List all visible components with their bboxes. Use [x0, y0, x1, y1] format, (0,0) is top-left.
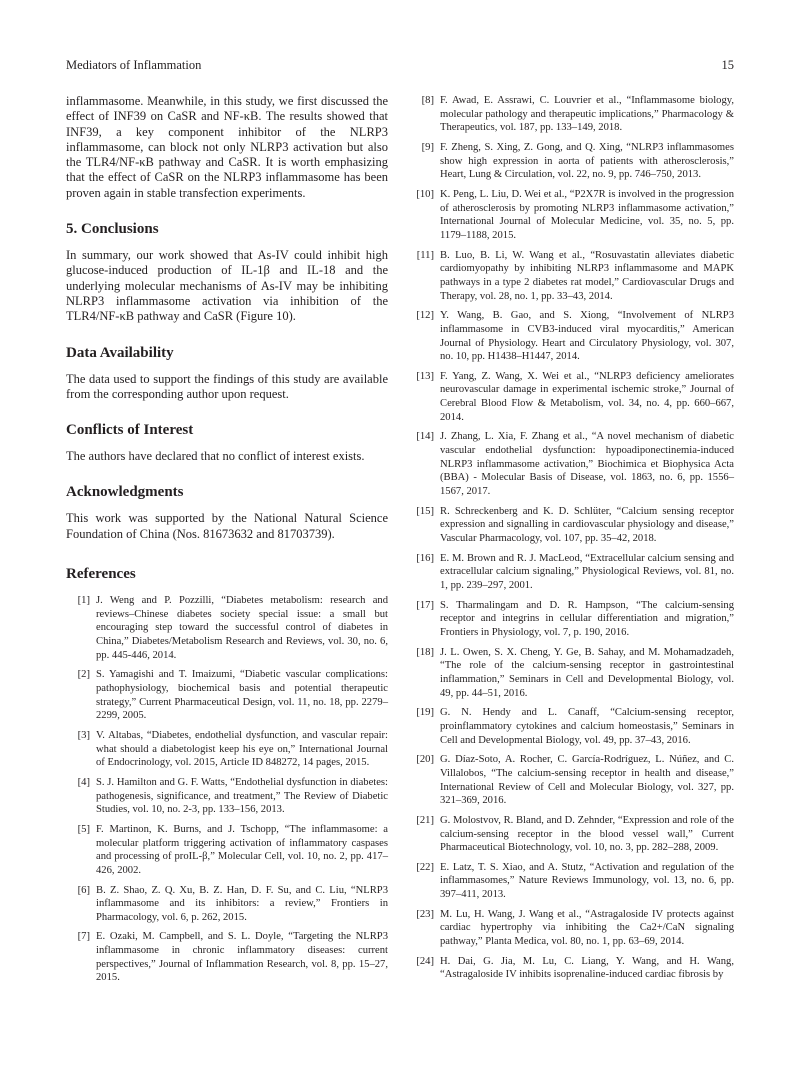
- reference-text: E. Ozaki, M. Campbell, and S. L. Doyle, “Targeting the NLRP3 inflammasome in chronic inflammatory diseases: current perspectives,” Journal of Inflammation Research, vol. 8, pp. 15–27, 2015.: [96, 931, 388, 984]
- acknowledgments-paragraph: This work was supported by the National Natural Science Foundation of China (Nos. 81673632 and 81703739).: [66, 511, 388, 541]
- reference-number: [17]: [416, 599, 434, 611]
- reference-number: [15]: [416, 505, 434, 517]
- reference-text: J. L. Owen, S. X. Cheng, Y. Ge, B. Sahay, and M. Mohamadzadeh, “The role of the calcium-sensing receptor in gastrointestinal inflammation,” Seminars in Cell and Developmental Biology, vol. 49, pp. 44–51, 2016.: [440, 646, 734, 699]
- right-column: [410, 94, 734, 982]
- reference-text: J. Zhang, L. Xia, F. Zhang et al., “A novel mechanism of diabetic vascular endothelial dysfunction: hypoadiponectinemia-induced NLRP3 inflammasome activation,” Biochimica et Biophysica Acta (BBA) - Molecular Basis of Disease, vol. 1863, no. 6, pp. 1556–1567, 2017.: [440, 431, 734, 498]
- reference-list-right: [410, 94, 734, 982]
- reference-item: [410, 430, 734, 498]
- reference-text: B. Luo, B. Li, W. Wang et al., “Rosuvastatin alleviates diabetic cardiomyopathy by inhibiting NLRP3 inflammasome and MAPK pathways in a type 2 diabetes rat model,” Cardiovascular Drugs and Therapy, vol. 28, no. 1, pp. 33–43, 2014.: [440, 249, 734, 302]
- reference-number: [1]: [77, 595, 90, 607]
- reference-item: [410, 505, 734, 546]
- reference-text: G. Díaz-Soto, A. Rocher, C. García-Rodríguez, L. Núñez, and C. Villalobos, “The calcium-sensing receptor in health and disease,” International Review of Cell and Molecular Biology, vol. 327, pp. 321–369, 2016.: [440, 754, 734, 807]
- reference-text: J. Weng and P. Pozzilli, “Diabetes metabolism: research and reviews–Chinese diabetes society special issue: a small but encouraging step toward the successful control of diabetes in China,” Diabetes/Metabolism Research and Reviews, vol. 30, no. 6, pp. 445-446, 2014.: [96, 595, 388, 661]
- reference-item: [410, 706, 734, 747]
- reference-number: [3]: [77, 729, 90, 741]
- reference-number: [14]: [416, 431, 434, 443]
- reference-text: E. Latz, T. S. Xiao, and A. Stutz, “Activation and regulation of the inflammasomes,” Nature Reviews Immunology, vol. 13, no. 6, pp. 397–411, 2013.: [440, 861, 734, 901]
- reference-item: [66, 884, 388, 925]
- reference-item: [66, 776, 388, 817]
- reference-item: [410, 188, 734, 243]
- reference-number: [22]: [416, 861, 434, 873]
- reference-number: [9]: [421, 141, 434, 153]
- reference-number: [13]: [416, 370, 434, 382]
- reference-number: [5]: [77, 823, 90, 835]
- reference-list-left: [66, 594, 388, 985]
- reference-number: [23]: [416, 908, 434, 920]
- intro-paragraph: inflammasome. Meanwhile, in this study, we first discussed the effect of INF39 on CaSR and NF-κB. The results showed that INF39, a key component inhibitor of the NLRP3 inflammasome, can block not only NLRP3 activation but also the TLR4/NF-κB pathway and CaSR. It is worth emphasizing that the effect of CaSR on the NLRP3 inflammasome has been proven again in stable transfection experiments.: [66, 94, 388, 200]
- reference-text: S. Tharmalingam and D. R. Hampson, “The calcium-sensing receptor and integrins in cellular differentiation and migration,” Frontiers in Physiology, vol. 7, p. 190, 2016.: [440, 599, 734, 638]
- running-header-journal: Mediators of Inflammation: [66, 58, 202, 72]
- reference-number: [20]: [416, 754, 434, 766]
- page-number: 15: [721, 58, 734, 72]
- reference-item: [66, 823, 388, 878]
- reference-item: [410, 955, 734, 982]
- reference-number: [7]: [77, 931, 90, 943]
- reference-number: [6]: [77, 884, 90, 896]
- reference-text: F. Yang, Z. Wang, X. Wei et al., “NLRP3 deficiency ameliorates neurovascular damage in experimental ischemic stroke,” Journal of Cerebral Blood Flow & Metabolism, vol. 34, no. 4, pp. 660–667, 2014.: [440, 370, 734, 423]
- reference-text: E. M. Brown and R. J. MacLeod, “Extracellular calcium sensing and extracellular calcium signaling,” Physiological Reviews, vol. 81, no. 1, pp. 239–297, 2001.: [440, 552, 734, 591]
- reference-item: [410, 552, 734, 593]
- reference-item: [410, 309, 734, 364]
- reference-text: S. Yamagishi and T. Imaizumi, “Diabetic vascular complications: pathophysiology, biochemical basis and potential therapeutic strategy,” Current Pharmaceutical Design, vol. 11, no. 18, pp. 2279–2299, 2005.: [96, 669, 388, 722]
- reference-number: [18]: [416, 646, 434, 658]
- reference-number: [24]: [416, 955, 434, 967]
- reference-text: H. Dai, G. Jia, M. Lu, C. Liang, Y. Wang, and H. Wang, “Astragaloside IV inhibits isoprenaline-induced cardiac fibrosis by: [440, 955, 734, 981]
- reference-item: [66, 930, 388, 985]
- section-heading-conflicts: Conflicts of Interest: [66, 422, 194, 439]
- reference-number: [11]: [416, 249, 434, 261]
- reference-text: S. J. Hamilton and G. F. Watts, “Endothelial dysfunction in diabetes: pathogenesis, significance, and treatment,” The Review of Diabetic Studies, vol. 10, no. 2-3, pp. 133–156, 2013.: [96, 776, 388, 816]
- reference-text: M. Lu, H. Wang, J. Wang et al., “Astragaloside IV protects against cardiac hypertrophy via inhibiting the Ca2+/CaN signaling pathway,” Planta Medica, vol. 80, no. 1, pp. 63–69, 2014.: [440, 908, 734, 948]
- reference-number: [16]: [416, 552, 434, 564]
- reference-number: [4]: [77, 776, 90, 788]
- reference-item: [410, 908, 734, 949]
- reference-item: [410, 861, 734, 902]
- reference-number: [10]: [416, 188, 434, 200]
- reference-text: K. Peng, L. Liu, D. Wei et al., “P2X7R is involved in the progression of atherosclerosis by promoting NLRP3 inflammasome activation,” International Journal of Molecular Medicine, vol. 35, no. 5, pp. 1179–1188, 2015.: [440, 188, 734, 241]
- reference-item: [410, 599, 734, 640]
- conflicts-paragraph: The authors have declared that no conflict of interest exists.: [66, 449, 365, 464]
- reference-text: F. Zheng, S. Xing, Z. Gong, and Q. Xing, “NLRP3 inflammasomes show high expression in aorta of patients with atherosclerosis,” Heart, Lung & Circulation, vol. 22, no. 9, pp. 746–750, 2013.: [440, 141, 734, 181]
- references-heading: References: [66, 566, 136, 583]
- reference-item: [410, 646, 734, 701]
- reference-text: R. Schreckenberg and K. D. Schlüter, “Calcium sensing receptor expression and signalling in cardiovascular physiology and disease,” Vascular Pharmacology, vol. 107, pp. 35–42, 2018.: [440, 505, 734, 545]
- reference-item: [66, 594, 388, 662]
- reference-text: F. Martinon, K. Burns, and J. Tschopp, “The inflammasome: a molecular platform triggering activation of inflammatory caspases and processing of proIL-β,” Molecular Cell, vol. 10, no. 2, pp. 417–426, 2002.: [96, 823, 388, 876]
- reference-item: [410, 753, 734, 808]
- reference-number: [2]: [77, 669, 90, 681]
- section-heading-data-availability: Data Availability: [66, 344, 174, 361]
- reference-item: [410, 249, 734, 304]
- reference-text: Y. Wang, B. Gao, and S. Xiong, “Involvement of NLRP3 inflammasome in CVB3-induced viral myocarditis,” American Journal of Physiology. Heart and Circulatory Physiology, vol. 307, no. 10, pp. H1438–H1447, 2014.: [440, 310, 734, 363]
- reference-number: [21]: [416, 814, 434, 826]
- reference-number: [12]: [416, 310, 434, 322]
- reference-text: F. Awad, E. Assrawi, C. Louvrier et al., “Inflammasome biology, molecular pathology and therapeutic implications,” Pharmacology & Therapeutics, vol. 187, pp. 133–149, 2018.: [440, 95, 734, 134]
- reference-item: [66, 729, 388, 770]
- section-heading-conclusions: 5. Conclusions: [66, 221, 159, 238]
- reference-item: [410, 141, 734, 182]
- reference-text: B. Z. Shao, Z. Q. Xu, B. Z. Han, D. F. Su, and C. Liu, “NLRP3 inflammasome and its inhibitors: a review,” Frontiers in Pharmacology, vol. 6, p. 262, 2015.: [96, 884, 388, 923]
- reference-item: [66, 668, 388, 723]
- reference-number: [19]: [416, 707, 434, 719]
- reference-item: [410, 94, 734, 135]
- data-availability-paragraph: The data used to support the findings of this study are available from the corresponding author upon request.: [66, 371, 388, 401]
- reference-text: V. Altabas, “Diabetes, endothelial dysfunction, and vascular repair: what should a diabetologist keep his eye on,” International Journal of Endocrinology, vol. 2015, Article ID 848272, 14 pages, 2015.: [96, 729, 388, 769]
- reference-number: [8]: [421, 95, 434, 106]
- section-heading-acknowledgments: Acknowledgments: [66, 484, 184, 501]
- left-column: [66, 94, 388, 985]
- reference-item: [410, 814, 734, 855]
- reference-text: G. N. Hendy and L. Canaff, “Calcium-sensing receptor, proinflammatory cytokines and calcium homeostasis,” Seminars in Cell and Developmental Biology, vol. 49, pp. 37–43, 2016.: [440, 707, 734, 746]
- conclusions-paragraph: In summary, our work showed that As-IV could inhibit high glucose-induced production of IL-1β and IL-18 and the underlying molecular mechanisms of As-IV may be inhibiting NLRP3 inflammasome activation via inhibition of the TLR4/NF-κB pathway and CaSR (Figure 10).: [66, 248, 388, 324]
- reference-text: G. Molostvov, R. Bland, and D. Zehnder, “Expression and role of the calcium-sensing receptor in the blood vessel wall,” Current Pharmaceutical Biotechnology, vol. 10, no. 3, pp. 282–288, 2009.: [440, 814, 734, 854]
- reference-item: [410, 370, 734, 425]
